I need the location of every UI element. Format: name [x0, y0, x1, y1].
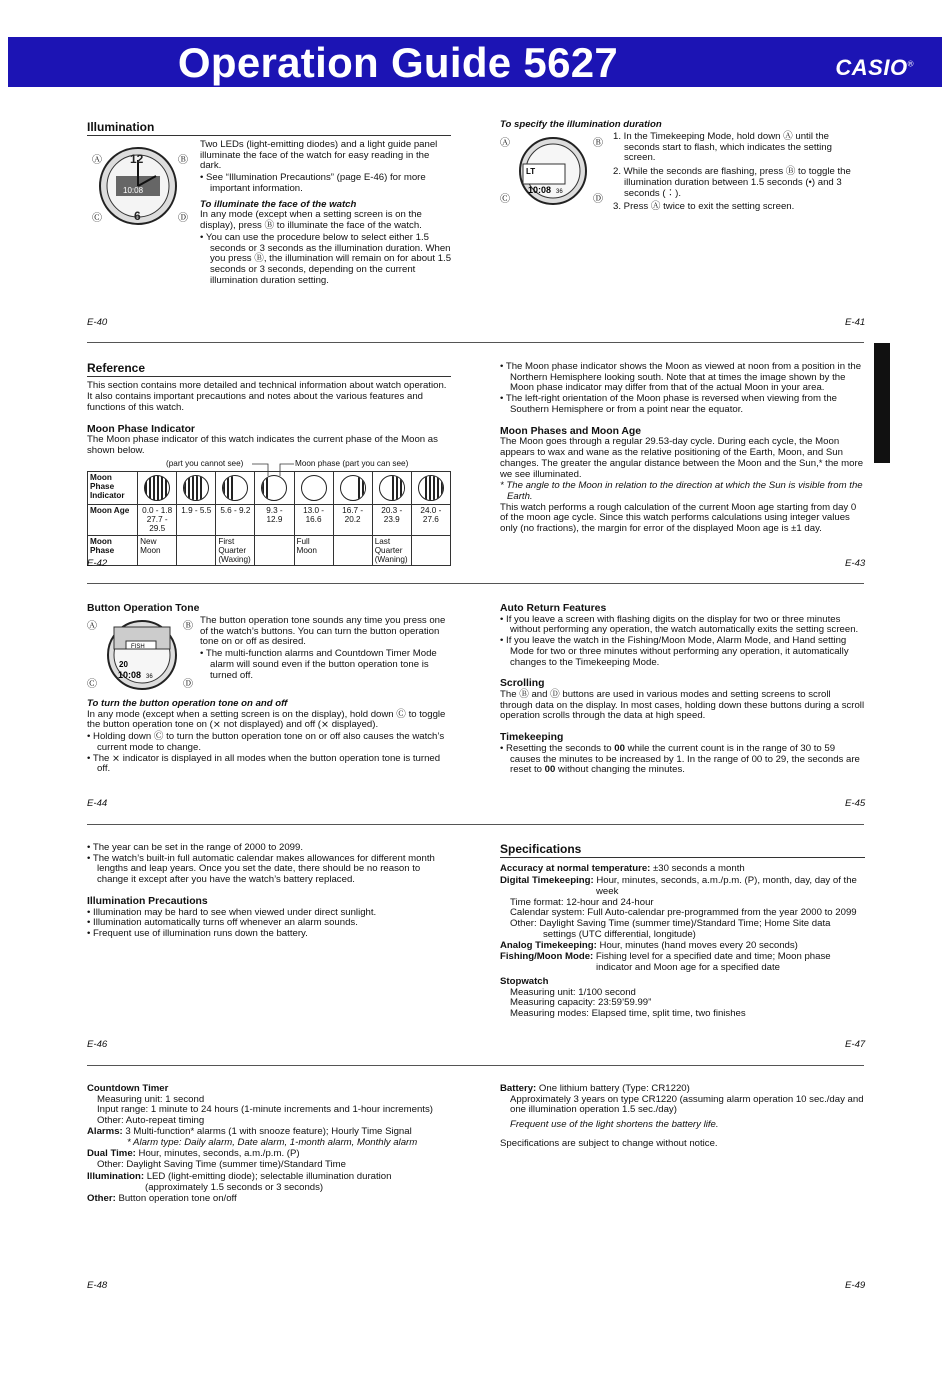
age-cell: 0.0 - 1.8 27.7 - 29.5	[138, 505, 177, 536]
phase-cell: Full Moon	[294, 535, 333, 566]
page-divider-2	[87, 583, 864, 584]
illumination-intro: Two LEDs (light-emitting diodes) and a light guide panel illuminate the face of the watch for easy reading in the dark.	[200, 139, 438, 172]
spec-illumination: Illumination: LED (light-emitting diode); selectable illumination duration (approximately 1.5 seconds or 3 seconds)	[87, 1170, 392, 1193]
moon-phase-table	[87, 471, 451, 566]
button-a-label: Ⓐ	[500, 138, 510, 149]
button-d-label: Ⓓ	[183, 679, 193, 690]
spec-other: Other: Button operation tone on/off	[87, 1193, 237, 1205]
page-number-e49: E-49	[845, 1280, 866, 1291]
calendar-note: • The watch’s built-in full automatic calendar makes allowances for different month lengths and leap years. Once you set the date, there should be no reason to change it except after you have the watch’s battery replaced.	[87, 852, 435, 886]
moon-cycle-text: The Moon goes through a regular 29.53-day cycle. During each cycle, the Moon appears to wax and wane as the relative positioning of the Earth, Moon, and Sun changes. The greater the angular distance between the Moon and the Sun,* the more we see illuminated.	[500, 436, 864, 480]
button-b-label: Ⓑ	[593, 138, 603, 149]
auto-return-title: Auto Return Features	[500, 603, 607, 614]
moon-pic-4	[294, 472, 333, 505]
page-divider-4	[87, 1065, 864, 1066]
moon-pic-2	[216, 472, 255, 505]
spec-countdown-range: Input range: 1 minute to 24 hours (1-minute increments and 1-hour increments)	[97, 1104, 433, 1116]
lcd-fish: FISH	[131, 644, 145, 650]
spec-stopwatch-title: Stopwatch	[500, 975, 549, 987]
tone-toggle-bullet-2: • The ⨯ indicator is displayed in all modes when the button operation tone is turned off.	[87, 752, 441, 775]
page-divider-1	[87, 342, 864, 343]
illumination-text	[200, 140, 452, 287]
duration-step-3: 3. Press Ⓐ twice to exit the setting screen.	[613, 201, 795, 213]
spec-calendar-system: Calendar system: Full Auto-calendar pre-programmed from the year 2000 to 2099	[510, 907, 857, 919]
spec-countdown-other: Other: Auto-repeat timing	[97, 1115, 205, 1127]
button-d-label: Ⓓ	[178, 213, 188, 224]
header-banner	[8, 37, 942, 87]
spec-digital-other: Other: Daylight Saving Time (summer time)/Standard Time; Home Site data settings (UTC differential, longitude)	[510, 918, 831, 940]
scrolling-text: The Ⓑ and Ⓓ buttons are used in various modes and setting screens to scroll through data on the display. In most cases, holding down these buttons during a scroll operation scrolls through the data at high speed.	[500, 688, 865, 722]
phase-cell	[411, 535, 450, 566]
spec-continued-left	[87, 1084, 452, 1205]
reference-title: Reference	[87, 362, 451, 377]
illumination-duration-subheading: To specify the illumination duration	[500, 119, 662, 130]
moon-note-2: • The left-right orientation of the Moon phase is reversed when viewing from the Southern Hemisphere or from a point near the equator.	[500, 393, 838, 415]
page-number-e44: E-44	[87, 798, 108, 809]
tone-toggle-bullet-1: • Holding down Ⓒ to turn the button operation tone on or off also causes the watch’s current mode to change.	[87, 731, 445, 753]
page-number-e43: E-43	[845, 558, 866, 569]
table-row	[88, 535, 451, 566]
moon-pic-0	[138, 472, 177, 505]
moon-pic-1	[177, 472, 216, 505]
calendar-notes	[87, 843, 452, 940]
caption-part-can-see: Moon phase (part you can see)	[295, 459, 409, 468]
spec-change-notice: Specifications are subject to change without notice.	[500, 1137, 718, 1149]
moon-pic-7	[411, 472, 450, 505]
registered-mark: ®	[907, 59, 914, 69]
timekeeping-bullet: • Resetting the seconds to 00 while the current count is in the range of 30 to 59 causes the minutes to be increased by 1. In the range of 00 to 29, the seconds are reset to 00 without changing the minutes.	[500, 742, 860, 776]
table-row	[88, 472, 451, 505]
spec-stopwatch-capacity: Measuring capacity: 23:59’59.99”	[510, 997, 652, 1009]
spec-analog-timekeeping: Analog Timekeeping: Hour, minutes (hand moves every 20 seconds)	[500, 939, 798, 951]
button-a-label: Ⓐ	[92, 155, 102, 166]
moon-notes	[500, 362, 865, 536]
moon-phase-indicator-text: The Moon phase indicator of this watch indicates the current phase of the Moon as shown below.	[87, 434, 438, 457]
button-tone-intro: The button operation tone sounds any time you press one of the watch’s buttons. You can turn the button operation tone on or off as desired.	[200, 615, 446, 648]
row-label-phase: Moon Phase	[88, 535, 138, 566]
phase-cell: New Moon	[138, 535, 177, 566]
age-cell: 13.0 - 16.6	[294, 505, 333, 536]
phase-cell	[333, 535, 372, 566]
illumination-see-precautions: • See “Illumination Precautions” (page E-46) for more important information.	[200, 172, 426, 194]
age-cell: 1.9 - 5.5	[177, 505, 216, 536]
page-number-e40: E-40	[87, 317, 108, 328]
lcd-twenty: 20	[119, 660, 128, 669]
casio-logo	[835, 56, 914, 81]
spec-digital-timekeeping: Digital Timekeeping: Hour, minutes, seconds, a.m./p.m. (P), month, day, day of the week	[500, 875, 857, 897]
age-cell: 9.3 - 12.9	[255, 505, 294, 536]
lcd-seconds: 36	[556, 189, 563, 195]
spec-dual-time-other: Other: Daylight Saving Time (summer time)/Standard Time	[97, 1159, 346, 1171]
spec-stopwatch-unit: Measuring unit: 1/100 second	[510, 986, 636, 998]
auto-return-bullet-2: • If you leave the watch in the Fishing/Moon Mode, Alarm Mode, and Hand setting Mode for two or three minutes without performing any operation, it automatically changes to the Timekeeping Mode.	[500, 635, 849, 668]
watch-illustration-e44	[86, 617, 196, 691]
table-row	[88, 505, 451, 536]
specifications-block	[500, 843, 865, 1020]
spec-battery: Battery: One lithium battery (Type: CR1220)	[500, 1083, 690, 1094]
moon-phase-indicator-heading: Moon Phase Indicator	[87, 423, 195, 435]
button-b-label: Ⓑ	[183, 621, 193, 632]
auto-return-block	[500, 603, 865, 776]
row-label-indicator: Moon Phase Indicator	[88, 472, 138, 505]
page-number-e46: E-46	[87, 1039, 108, 1050]
age-cell: 20.3 - 23.9	[372, 505, 411, 536]
button-c-label: Ⓒ	[87, 679, 97, 690]
moon-angle-note: * The angle to the Moon in relation to the direction at which the Sun is visible from the Earth.	[500, 480, 863, 502]
button-c-label: Ⓒ	[500, 194, 510, 205]
spec-battery-note: Frequent use of the light shortens the battery life.	[510, 1119, 719, 1131]
page-number-e41: E-41	[845, 317, 866, 328]
page-number-e42: E-42	[87, 558, 108, 569]
age-cell: 24.0 - 27.6	[411, 505, 450, 536]
scrolling-title: Scrolling	[500, 678, 545, 690]
button-tone-text	[200, 616, 452, 681]
lcd-time: 10:08	[123, 186, 144, 195]
page-number-e45: E-45	[845, 798, 866, 809]
caption-part-cannot-see: (part you cannot see)	[166, 459, 244, 468]
duration-step-2: 2. While the seconds are flashing, press Ⓑ to toggle the illumination duration between 1.5 seconds (•) and 3 seconds (∶).	[613, 166, 851, 199]
button-b-label: Ⓑ	[178, 155, 188, 166]
watch-illustration-e41	[499, 134, 607, 206]
brand-name: CASIO	[835, 55, 908, 80]
watch-illustration-e40	[86, 146, 192, 226]
moon-age-calculation: This watch performs a rough calculation of the current Moon age starting from day 0 of the moon age cycle. Since this watch performs calculations using integer values only (no fractions), the margin for error of the displayed Moon age is ±1 day.	[500, 501, 857, 535]
tone-toggle-subheading: To turn the button operation tone on and off	[87, 698, 288, 709]
lcd-seconds: 36	[146, 674, 153, 680]
precaution-1: • Illumination may be hard to see when viewed under direct sunlight.	[87, 906, 377, 918]
page-number-e48: E-48	[87, 1280, 108, 1291]
spec-continued-right	[500, 1084, 865, 1150]
spec-countdown-title: Countdown Timer	[87, 1083, 169, 1094]
precaution-3: • Frequent use of illumination runs down the battery.	[87, 928, 308, 940]
row-label-age: Moon Age	[88, 505, 138, 536]
page-title: Operation Guide 5627	[177, 39, 619, 86]
spec-fishing-moon: Fishing/Moon Mode: Fishing level for a specified date and time; Moon phase indicator and Moon age for a specified date	[500, 951, 831, 974]
spec-countdown-unit: Measuring unit: 1 second	[97, 1093, 205, 1105]
button-d-label: Ⓓ	[593, 194, 603, 205]
auto-return-bullet-1: • If you leave a screen with flashing digits on the display for two or three minutes without performing any operation, the watch automatically exits the setting screen.	[500, 613, 859, 636]
dial-six: 6	[134, 209, 141, 223]
illumination-title: Illumination	[87, 121, 451, 136]
reference-intro: This section contains more detailed and technical information about watch operation. It also contains important precautions and notes about the various features and functions of this watch.	[87, 380, 447, 413]
spec-alarm-types: * Alarm type: Daily alarm, Date alarm, 1-month alarm, Monthly alarm	[127, 1136, 418, 1148]
year-range-note: • The year can be set in the range of 2000 to 2099.	[87, 842, 303, 853]
moon-pic-3	[255, 472, 294, 505]
spec-dual-time: Dual Time: Hour, minutes, seconds, a.m./p.m. (P)	[87, 1148, 300, 1160]
button-tone-procedure	[87, 699, 452, 775]
reference-block	[87, 362, 451, 458]
precaution-2: • Illumination automatically turns off whenever an alarm sounds.	[87, 917, 358, 929]
moon-phases-age-heading: Moon Phases and Moon Age	[500, 425, 642, 437]
age-cell: 5.6 - 9.2	[216, 505, 255, 536]
spec-time-format: Time format: 12-hour and 24-hour	[510, 896, 654, 908]
illumination-heading-block	[87, 121, 451, 136]
illuminate-face-subheading: To illuminate the face of the watch	[200, 198, 357, 210]
phase-cell: Last Quarter (Waning)	[372, 535, 411, 566]
moon-note-1: • The Moon phase indicator shows the Moon as viewed at noon from a position in the Northern Hemisphere looking south. Note that at times the image shown by the Moon phase indicator may differ from that of the actual Moon in your area.	[500, 361, 862, 394]
spec-accuracy: Accuracy at normal temperature: ±30 seconds a month	[500, 863, 745, 875]
timekeeping-title: Timekeeping	[500, 732, 564, 744]
lcd-lt: LT	[526, 167, 536, 176]
illuminate-face-instruction: In any mode (except when a setting screen is on the display), press Ⓑ to illuminate the face of the watch.	[200, 209, 422, 232]
section-tab-marker	[874, 343, 890, 463]
lcd-time: 10:08	[118, 670, 142, 680]
spec-alarms: Alarms: 3 Multi-function* alarms (1 with snooze feature); Hourly Time Signal	[87, 1125, 412, 1137]
illuminate-face-bullet: • You can use the procedure below to select either 1.5 seconds or 3 seconds as the illumination duration. When you press Ⓑ, the illumination will remain on for about 1.5 seconds or 3 seconds, depending on the current illumination duration setting.	[200, 231, 452, 286]
spec-stopwatch-modes: Measuring modes: Elapsed time, split time, two finishes	[510, 1007, 746, 1019]
age-cell: 16.7 - 20.2	[333, 505, 372, 536]
button-tone-bullet: • The multi-function alarms and Countdown Timer Mode alarm will sound even if the button operation tone is turned off.	[200, 648, 437, 681]
illumination-precautions-title: Illumination Precautions	[87, 895, 208, 907]
button-tone-title: Button Operation Tone	[87, 603, 200, 614]
moon-pic-6	[372, 472, 411, 505]
phase-cell: First Quarter (Waxing)	[216, 535, 255, 566]
moon-pic-5	[333, 472, 372, 505]
spec-battery-life: Approximately 3 years on type CR1220 (assuming alarm operation 10 sec./day and one illumination operation 1.5 sec./day)	[510, 1093, 864, 1116]
dial-twelve: 12	[130, 152, 144, 166]
phase-cell	[255, 535, 294, 566]
lcd-time: 10:08	[528, 185, 552, 195]
phase-cell	[177, 535, 216, 566]
specifications-title: Specifications	[500, 843, 865, 858]
page-divider-3	[87, 824, 864, 825]
duration-steps	[613, 132, 865, 216]
button-c-label: Ⓒ	[92, 213, 102, 224]
button-a-label: Ⓐ	[87, 621, 97, 632]
tone-toggle-instruction: In any mode (except when a setting screen is on the display), hold down Ⓒ to toggle the button operation tone on (⨯ not displayed) and off (⨯ displayed).	[87, 708, 446, 731]
duration-step-1: 1. In the Timekeeping Mode, hold down Ⓐ until the seconds start to flash, which indicates the setting screen.	[613, 131, 832, 164]
page-number-e47: E-47	[845, 1039, 866, 1050]
